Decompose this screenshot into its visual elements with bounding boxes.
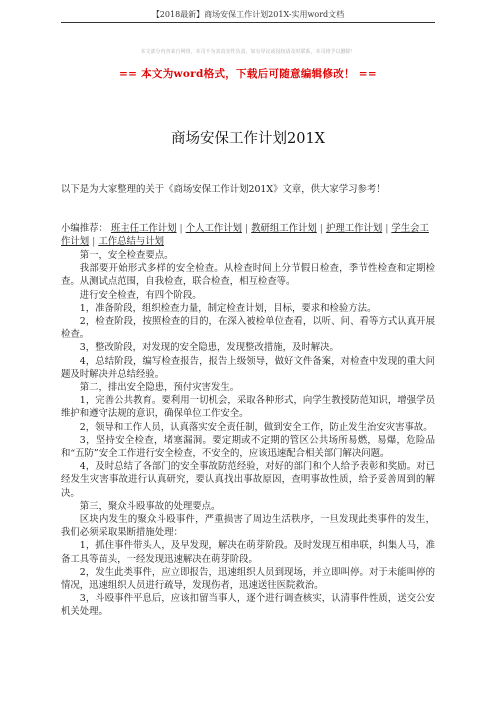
link-separator: | <box>244 223 249 234</box>
header-divider <box>61 22 435 23</box>
paragraph: 2，领导和工作人员，认真落实安全责任制，做到安全工作，防止发生治安灾害事故。 <box>79 421 433 433</box>
editable-banner: == 本文为word格式，下载后可随意编辑修改！ == <box>118 68 378 80</box>
recommend-label: 小编推荐： <box>61 223 108 234</box>
paragraph: 进行安全检查，有四个阶段。 <box>79 289 202 301</box>
paragraph: 3，斗殴事件平息后，应该扣留当事人，逐个进行调查核实，认清事件性质，送交公安机关处理。 <box>61 593 435 618</box>
page-header-title: 【2018最新】商场安保工作计划201X-实用word文档 <box>151 10 345 19</box>
disclaimer-text: 本文部分内容来自网络，本司不为其真实性负责，如有异议或侵权请及时联系，本司将予以删除！ <box>140 49 356 55</box>
paragraph: 第二，排出安全隐患，预付灾害发生。 <box>79 382 240 394</box>
link-separator: | <box>179 223 183 234</box>
paragraph: 2，发生此类事件，应立即报告，迅速组织人员到现场，并立即叫停。对于未能叫停的情况，迅速组织人员进行疏导，发现伤者，迅速送往医院救治。 <box>61 566 435 592</box>
paragraph: 第一，安全检查要点。 <box>79 250 174 261</box>
paragraph: 4，及时总结了各部门的安全事故防范经验，对好的部门和个人给予表彰和奖励。对已经发生灾害事故进行认真研究，要认真找出事故原因，查明事故性质，给予妥善周到的解决。 <box>61 461 435 499</box>
link-nursing-plan[interactable]: 护理工作计划 <box>325 223 383 234</box>
paragraph: 我部要开始形式多样的安全检查。从检查时间上分节假日检查，季节性检查和定期检查。从测试点范围，自我检查，联合检查，相互检查等。 <box>61 263 435 288</box>
paragraph: 3，坚持安全检查，堵塞漏洞。要定期或不定期的管区公共场所易燃，易爆，危险品和“五防”安全工作进行安全检查，不安全的，应该迅速配合相关部门解决问题。 <box>61 434 435 460</box>
link-separator: | <box>92 235 96 247</box>
intro-text: 以下是为大家整理的关于《商场安保工作计划201X》文章，供大家学习参考！ <box>61 184 386 195</box>
paragraph: 1，准备阶段，组织检查力量，制定检查计划，目标，要求和检验方法。 <box>79 302 377 314</box>
link-student-union-plan[interactable]: 学生会工作计划 <box>61 223 429 247</box>
paragraph: 2，检查阶段，按照检查的目的，在深入被检单位查看，以听、问、看等方式认真开展检查。 <box>61 316 435 341</box>
paragraph: 4，总结阶段，编写检查报告，报告上级领导，做好文件备案，对检查中发现的重大问题及时解决并总结经验。 <box>61 355 435 380</box>
body-text <box>61 249 435 619</box>
paragraph: 3，整改阶段，对发现的安全隐患，发现整改措施，及时解决。 <box>79 342 339 354</box>
paragraph: 区块内发生的聚众斗殴事件，严重损害了周边生活秩序，一旦发现此类事件的发生，我们必须采取果断措施处理： <box>61 514 435 539</box>
link-summary-and-plan[interactable]: 工作总结与计划 <box>98 235 164 247</box>
recommend-links <box>61 223 435 248</box>
link-personal-plan[interactable]: 个人工作计划 <box>185 223 242 234</box>
paragraph: 1，完善公共教育。要利用一切机会，采取各种形式，向学生教授防范知识，增强学员维护和遵守法规的意识，确保单位工作安全。 <box>61 395 435 420</box>
paragraph: 第三，聚众斗殴事故的处理要点。 <box>79 500 221 512</box>
link-teaching-group-plan[interactable]: 教研组工作计划 <box>251 223 317 234</box>
link-separator: | <box>385 223 389 234</box>
paragraph: 1，抓住事件带头人，及早发现，解决在萌芽阶段。及时发现互相串联，纠集人马，准备工具等苗头，一经发现迅速解决在萌芽阶段。 <box>61 540 435 565</box>
document-title: 商场安保工作计划201X <box>171 131 325 147</box>
link-separator: | <box>319 223 323 234</box>
link-class-teacher-plan[interactable]: 班主任工作计划 <box>110 223 177 234</box>
